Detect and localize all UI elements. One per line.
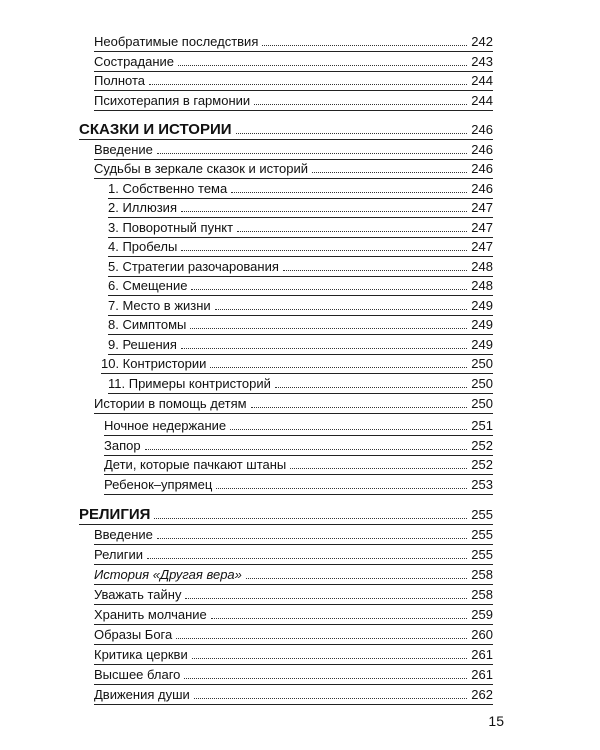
toc-entry-title: Ночное недержание <box>104 418 227 433</box>
toc-entry-page: 250 <box>471 396 493 411</box>
toc-entry-title: 10. Контристории <box>101 356 207 371</box>
toc-entry-page: 258 <box>471 587 493 602</box>
toc-entry-page: 250 <box>471 356 493 371</box>
toc-entry <box>94 526 493 545</box>
leader-dots <box>194 698 468 699</box>
toc-entry-page: 258 <box>471 567 493 582</box>
leader-dots <box>246 578 467 579</box>
leader-dots <box>251 407 468 408</box>
leader-dots <box>237 231 467 232</box>
toc-section-heading <box>79 506 493 525</box>
toc-section-heading <box>79 121 493 140</box>
toc-entry <box>104 476 493 495</box>
toc-entry-title: 4. Пробелы <box>108 239 178 254</box>
toc-entry-page: 251 <box>471 418 493 433</box>
toc-entry <box>94 92 493 111</box>
toc-entry <box>108 199 493 218</box>
leader-dots <box>275 387 467 388</box>
toc-entry <box>108 297 493 316</box>
toc-entry <box>94 586 493 605</box>
toc-entry <box>108 316 493 335</box>
toc-entry-page: 246 <box>471 181 493 196</box>
toc-entry-page: 261 <box>471 647 493 662</box>
toc-entry <box>104 417 493 436</box>
leader-dots <box>312 172 467 173</box>
leader-dots <box>211 618 468 619</box>
toc-entry-page: 252 <box>471 457 493 472</box>
section-page: 246 <box>471 122 493 137</box>
toc-entry-page: 248 <box>471 278 493 293</box>
leader-dots <box>290 468 467 469</box>
leader-dots <box>184 678 467 679</box>
toc-entry-title: Полнота <box>94 73 146 88</box>
toc-entry-title: Судьбы в зеркале сказок и историй <box>94 161 308 176</box>
leader-dots <box>192 658 468 659</box>
toc-entry <box>108 219 493 238</box>
toc-entry <box>94 686 493 705</box>
toc-entry-page: 253 <box>471 477 493 492</box>
toc-entry-title: 1. Собственно тема <box>108 181 228 196</box>
toc-entry-title: Необратимые последствия <box>94 34 259 49</box>
toc-entry-title: 3. Поворотный пункт <box>108 220 234 235</box>
page-number: 15 <box>488 713 504 729</box>
leader-dots <box>181 348 467 349</box>
toc-entry-title: 8. Симптомы <box>108 317 187 332</box>
leader-dots <box>185 598 467 599</box>
leader-dots <box>157 538 467 539</box>
toc-entry-title: Уважать тайну <box>94 587 182 602</box>
toc-entry <box>94 626 493 645</box>
toc-entry-page: 244 <box>471 93 493 108</box>
toc-entry <box>94 606 493 625</box>
toc-entry-title: 5. Стратегии разочарования <box>108 259 279 274</box>
toc-entry-page: 249 <box>471 337 493 352</box>
toc-entry-page: 247 <box>471 200 493 215</box>
toc-entry-title: 2. Иллюзия <box>108 200 177 215</box>
toc-entry-title: История «Другая вера» <box>94 567 242 582</box>
toc-entry <box>101 355 493 374</box>
toc-entry-page: 249 <box>471 317 493 332</box>
toc-entry-page: 250 <box>471 376 493 391</box>
toc-entry-title: Ребенок–упрямец <box>104 477 213 492</box>
toc-entry-page: 255 <box>471 527 493 542</box>
leader-dots <box>262 45 467 46</box>
toc-entry-title: Движения души <box>94 687 190 702</box>
toc-entry-page: 248 <box>471 259 493 274</box>
toc-entry-title: Высшее благо <box>94 667 181 682</box>
toc-entry-title: Религии <box>94 547 144 562</box>
toc-entry-page: 255 <box>471 547 493 562</box>
toc-entry-page: 247 <box>471 239 493 254</box>
toc-entry <box>94 53 493 72</box>
toc-entry-page: 261 <box>471 667 493 682</box>
leader-dots <box>230 429 467 430</box>
toc-entry <box>108 336 493 355</box>
leader-dots <box>145 449 468 450</box>
toc-entry <box>108 180 493 199</box>
toc-entry-page: 259 <box>471 607 493 622</box>
leader-dots <box>181 211 467 212</box>
toc-entry-page: 243 <box>471 54 493 69</box>
toc-entry <box>94 395 493 414</box>
toc-entry-title: Психотерапия в гармонии <box>94 93 251 108</box>
toc-entry-title: 9. Решения <box>108 337 177 352</box>
leader-dots <box>216 488 467 489</box>
toc-entry-title: 11. Примеры контристорий <box>108 376 271 391</box>
leader-dots <box>236 133 468 134</box>
toc-entry-page: 252 <box>471 438 493 453</box>
toc-entry-title: Введение <box>94 527 153 542</box>
leader-dots <box>231 192 467 193</box>
leader-dots <box>176 638 467 639</box>
leader-dots <box>147 558 467 559</box>
leader-dots <box>149 84 467 85</box>
toc-entry-title: Образы Бога <box>94 627 173 642</box>
toc-entry <box>108 258 493 277</box>
toc-entry-title: Хранить молчание <box>94 607 207 622</box>
toc-entry-page: 244 <box>471 73 493 88</box>
toc-entry <box>94 72 493 91</box>
toc-entry <box>104 437 493 456</box>
toc-entry-page: 247 <box>471 220 493 235</box>
toc-entry <box>108 277 493 296</box>
section-page: 255 <box>471 507 493 522</box>
leader-dots <box>283 270 467 271</box>
section-title: РЕЛИГИЯ <box>79 506 151 523</box>
toc-entry <box>108 375 493 394</box>
toc-entry <box>94 666 493 685</box>
toc-entry <box>94 160 493 179</box>
toc-entry-page: 246 <box>471 161 493 176</box>
leader-dots <box>254 104 467 105</box>
toc-entry-title: Запор <box>104 438 141 453</box>
toc-entry-title: 7. Место в жизни <box>108 298 211 313</box>
leader-dots <box>157 153 467 154</box>
toc-entry-page: 246 <box>471 142 493 157</box>
leader-dots <box>181 250 467 251</box>
leader-dots <box>191 289 467 290</box>
toc-entry-page: 242 <box>471 34 493 49</box>
toc-entry <box>94 566 493 585</box>
leader-dots <box>154 518 467 519</box>
toc-entry <box>104 456 493 475</box>
toc-entry <box>94 546 493 565</box>
leader-dots <box>190 328 467 329</box>
toc-entry-page: 260 <box>471 627 493 642</box>
toc-entry <box>94 141 493 160</box>
leader-dots <box>210 367 467 368</box>
toc-entry <box>94 33 493 52</box>
toc-entry-page: 262 <box>471 687 493 702</box>
toc-entry <box>94 646 493 665</box>
toc-entry-title: Введение <box>94 142 153 157</box>
leader-dots <box>215 309 468 310</box>
section-title: СКАЗКИ И ИСТОРИИ <box>79 121 232 138</box>
leader-dots <box>178 65 467 66</box>
toc-entry-page: 249 <box>471 298 493 313</box>
toc-entry-title: Дети, которые пачкают штаны <box>104 457 287 472</box>
toc-entry-title: Истории в помощь детям <box>94 396 247 411</box>
toc-entry-title: Критика церкви <box>94 647 188 662</box>
toc-entry <box>108 238 493 257</box>
toc-entry-title: 6. Смещение <box>108 278 188 293</box>
toc-entry-title: Сострадание <box>94 54 175 69</box>
